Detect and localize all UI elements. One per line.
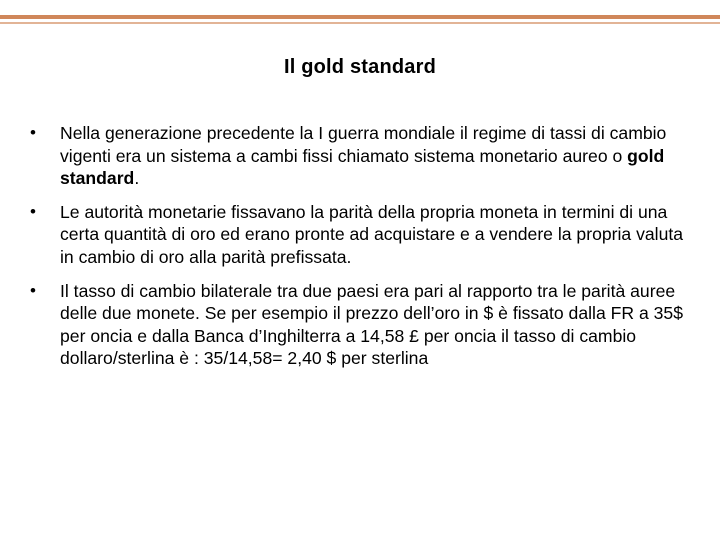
bullet-item xyxy=(28,201,692,269)
bullet-text: Il tasso di cambio bilaterale tra due paesi era pari al rapporto tra le parità auree delle due monete. Se per esempio il prezzo dell’oro in $ è fissato dalla FR a 35$ per oncia e dalla Banca d’Inghilterra a 14,58 £ per oncia il tasso di cambio dollaro/sterlina è : 35/14,58= 2,40 $ per sterlina xyxy=(60,280,683,369)
bullet-marker: • xyxy=(30,201,36,221)
top-decorative-rule xyxy=(0,15,720,19)
bullet-text xyxy=(60,122,692,190)
slide-title: Il gold standard xyxy=(283,56,437,78)
top-decorative-rule-thin xyxy=(0,22,720,24)
slide-body xyxy=(28,122,692,381)
bullet-text-part: . xyxy=(134,168,140,189)
bullet-marker: • xyxy=(30,123,36,142)
bullet-text-part: Nella generazione precedente la I guerra mondiale il regime di tassi di cambio vigenti era un sistema a cambi fissi chiamato sistema monetario aureo o xyxy=(60,123,667,166)
bullet-text: Le autorità monetarie fissavano la parità della propria moneta in termini di una certa quantità di oro ed erano pronte ad acquistare e a vendere la propria valuta in cambio di oro alla parità prefissata. xyxy=(60,201,684,267)
bullet-item xyxy=(28,280,692,370)
bullet-bold-term: gold standard xyxy=(60,145,665,189)
bullet-marker: • xyxy=(30,280,36,300)
bullet-item xyxy=(28,122,692,190)
